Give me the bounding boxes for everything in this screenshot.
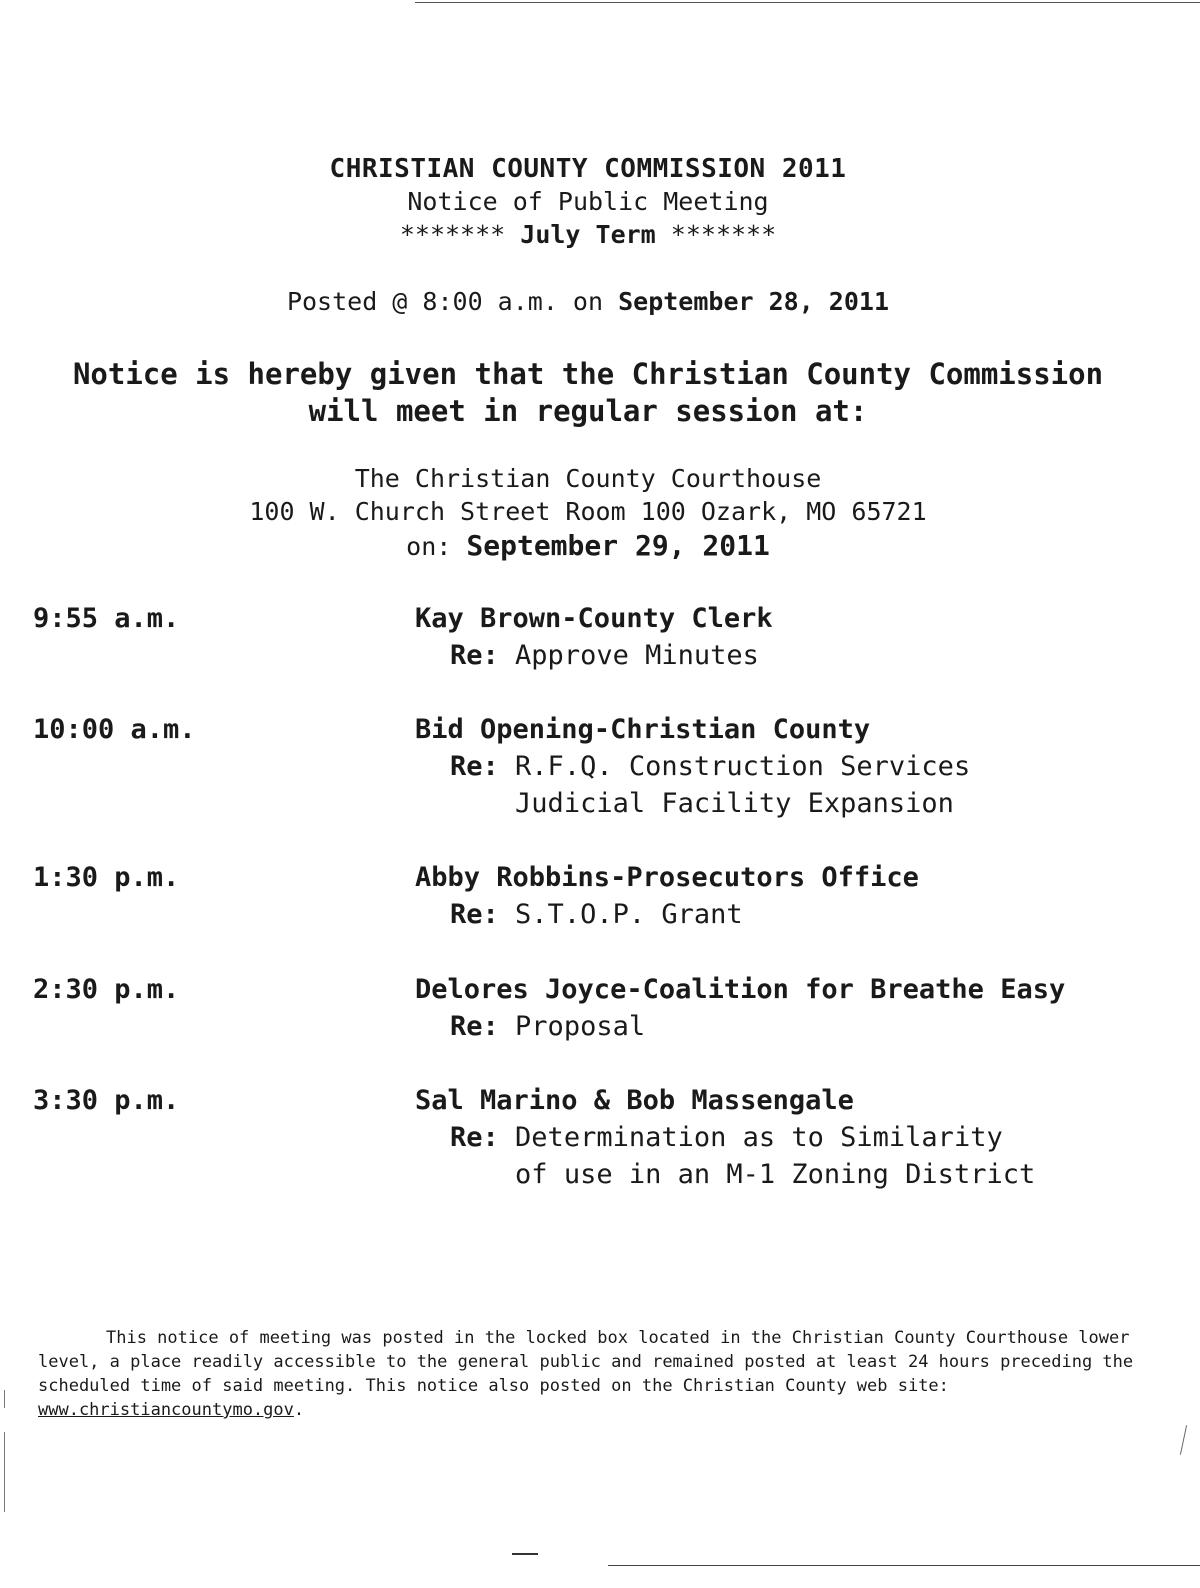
agenda-regarding [450,1119,1035,1193]
agenda-presenter: Sal Marino & Bob Massengale [415,1085,854,1116]
notice-statement [0,356,1176,430]
agenda-time: 2:30 p.m. [33,974,180,1005]
term-line [0,218,1176,252]
agenda-time: 3:30 p.m. [33,1085,180,1116]
re-label: Re: [450,1122,499,1153]
agenda-time: 1:30 p.m. [33,862,180,893]
re-lines [515,637,759,674]
re-line: S.T.O.P. Grant [515,899,743,930]
scan-dash-mark [512,1553,538,1555]
posted-line [0,285,1176,319]
re-line: Approve Minutes [515,640,759,671]
agenda-regarding [450,1008,645,1045]
agenda-presenter: Delores Joyce-Coalition for Breathe Easy [415,974,1066,1005]
agenda-regarding [450,637,759,674]
re-lines [515,748,970,822]
meeting-location [0,462,1176,565]
re-line: Determination as to Similarity [515,1122,1003,1153]
re-lines [515,1008,645,1045]
term-label: July Term [520,220,656,249]
document-title: CHRISTIAN COUNTY COMMISSION 2011 [329,154,847,184]
location-address: 100 W. Church Street Room 100 Ozark, MO 65721 [249,497,927,526]
agenda-regarding [450,896,743,933]
agenda-regarding [450,748,970,822]
posting-statement [38,1326,1138,1422]
scan-border-top [415,2,1200,3]
agenda-presenter: Kay Brown-County Clerk [415,603,773,634]
county-website-link[interactable]: www.christiancountymo.gov [38,1400,294,1420]
posted-prefix: Posted @ 8:00 a.m. on [286,287,604,316]
posting-text: This notice of meeting was posted in the locked box located in the Christian County Courthouse lower level, a place readily accessible to the general public and remained posted at least 24 hours preceding the scheduled time of said meeting. This notice also posted on the Christian County web site: [38,1328,1134,1396]
location-building: The Christian County Courthouse [354,464,822,493]
agenda-time: 9:55 a.m. [33,603,180,634]
notice-line-1: Notice is hereby given that the Christian County Commission [72,357,1104,391]
scan-mark-left-1 [4,1390,5,1408]
document-subtitle: Notice of Public Meeting [407,187,769,216]
re-line: Judicial Facility Expansion [515,788,954,819]
re-line: Proposal [515,1011,646,1042]
on-label: on: [406,532,452,561]
re-label: Re: [450,1011,499,1042]
meeting-date-line [0,528,1176,565]
posting-end: . [293,1400,305,1420]
scan-mark-right [1180,1425,1187,1455]
scan-mark-left-2 [4,1432,5,1512]
notice-header [0,152,1176,252]
re-label: Re: [450,899,499,930]
re-label: Re: [450,640,499,671]
term-stars-right: ******* [670,220,777,249]
posted-date: September 28, 2011 [618,287,890,316]
re-label: Re: [450,751,499,782]
agenda-presenter: Abby Robbins-Prosecutors Office [415,862,919,893]
term-stars-left: ******* [399,220,506,249]
agenda-time: 10:00 a.m. [33,714,196,745]
agenda-presenter: Bid Opening-Christian County [415,714,871,745]
scan-border-bottom [608,1565,1200,1566]
meeting-date: September 29, 2011 [466,529,770,562]
re-lines [515,896,743,933]
notice-line-2: will meet in regular session at: [308,394,868,428]
re-lines [515,1119,1035,1193]
re-line: R.F.Q. Construction Services [515,751,971,782]
posting-paragraph [38,1326,1138,1422]
re-line: of use in an M-1 Zoning District [515,1159,1036,1190]
